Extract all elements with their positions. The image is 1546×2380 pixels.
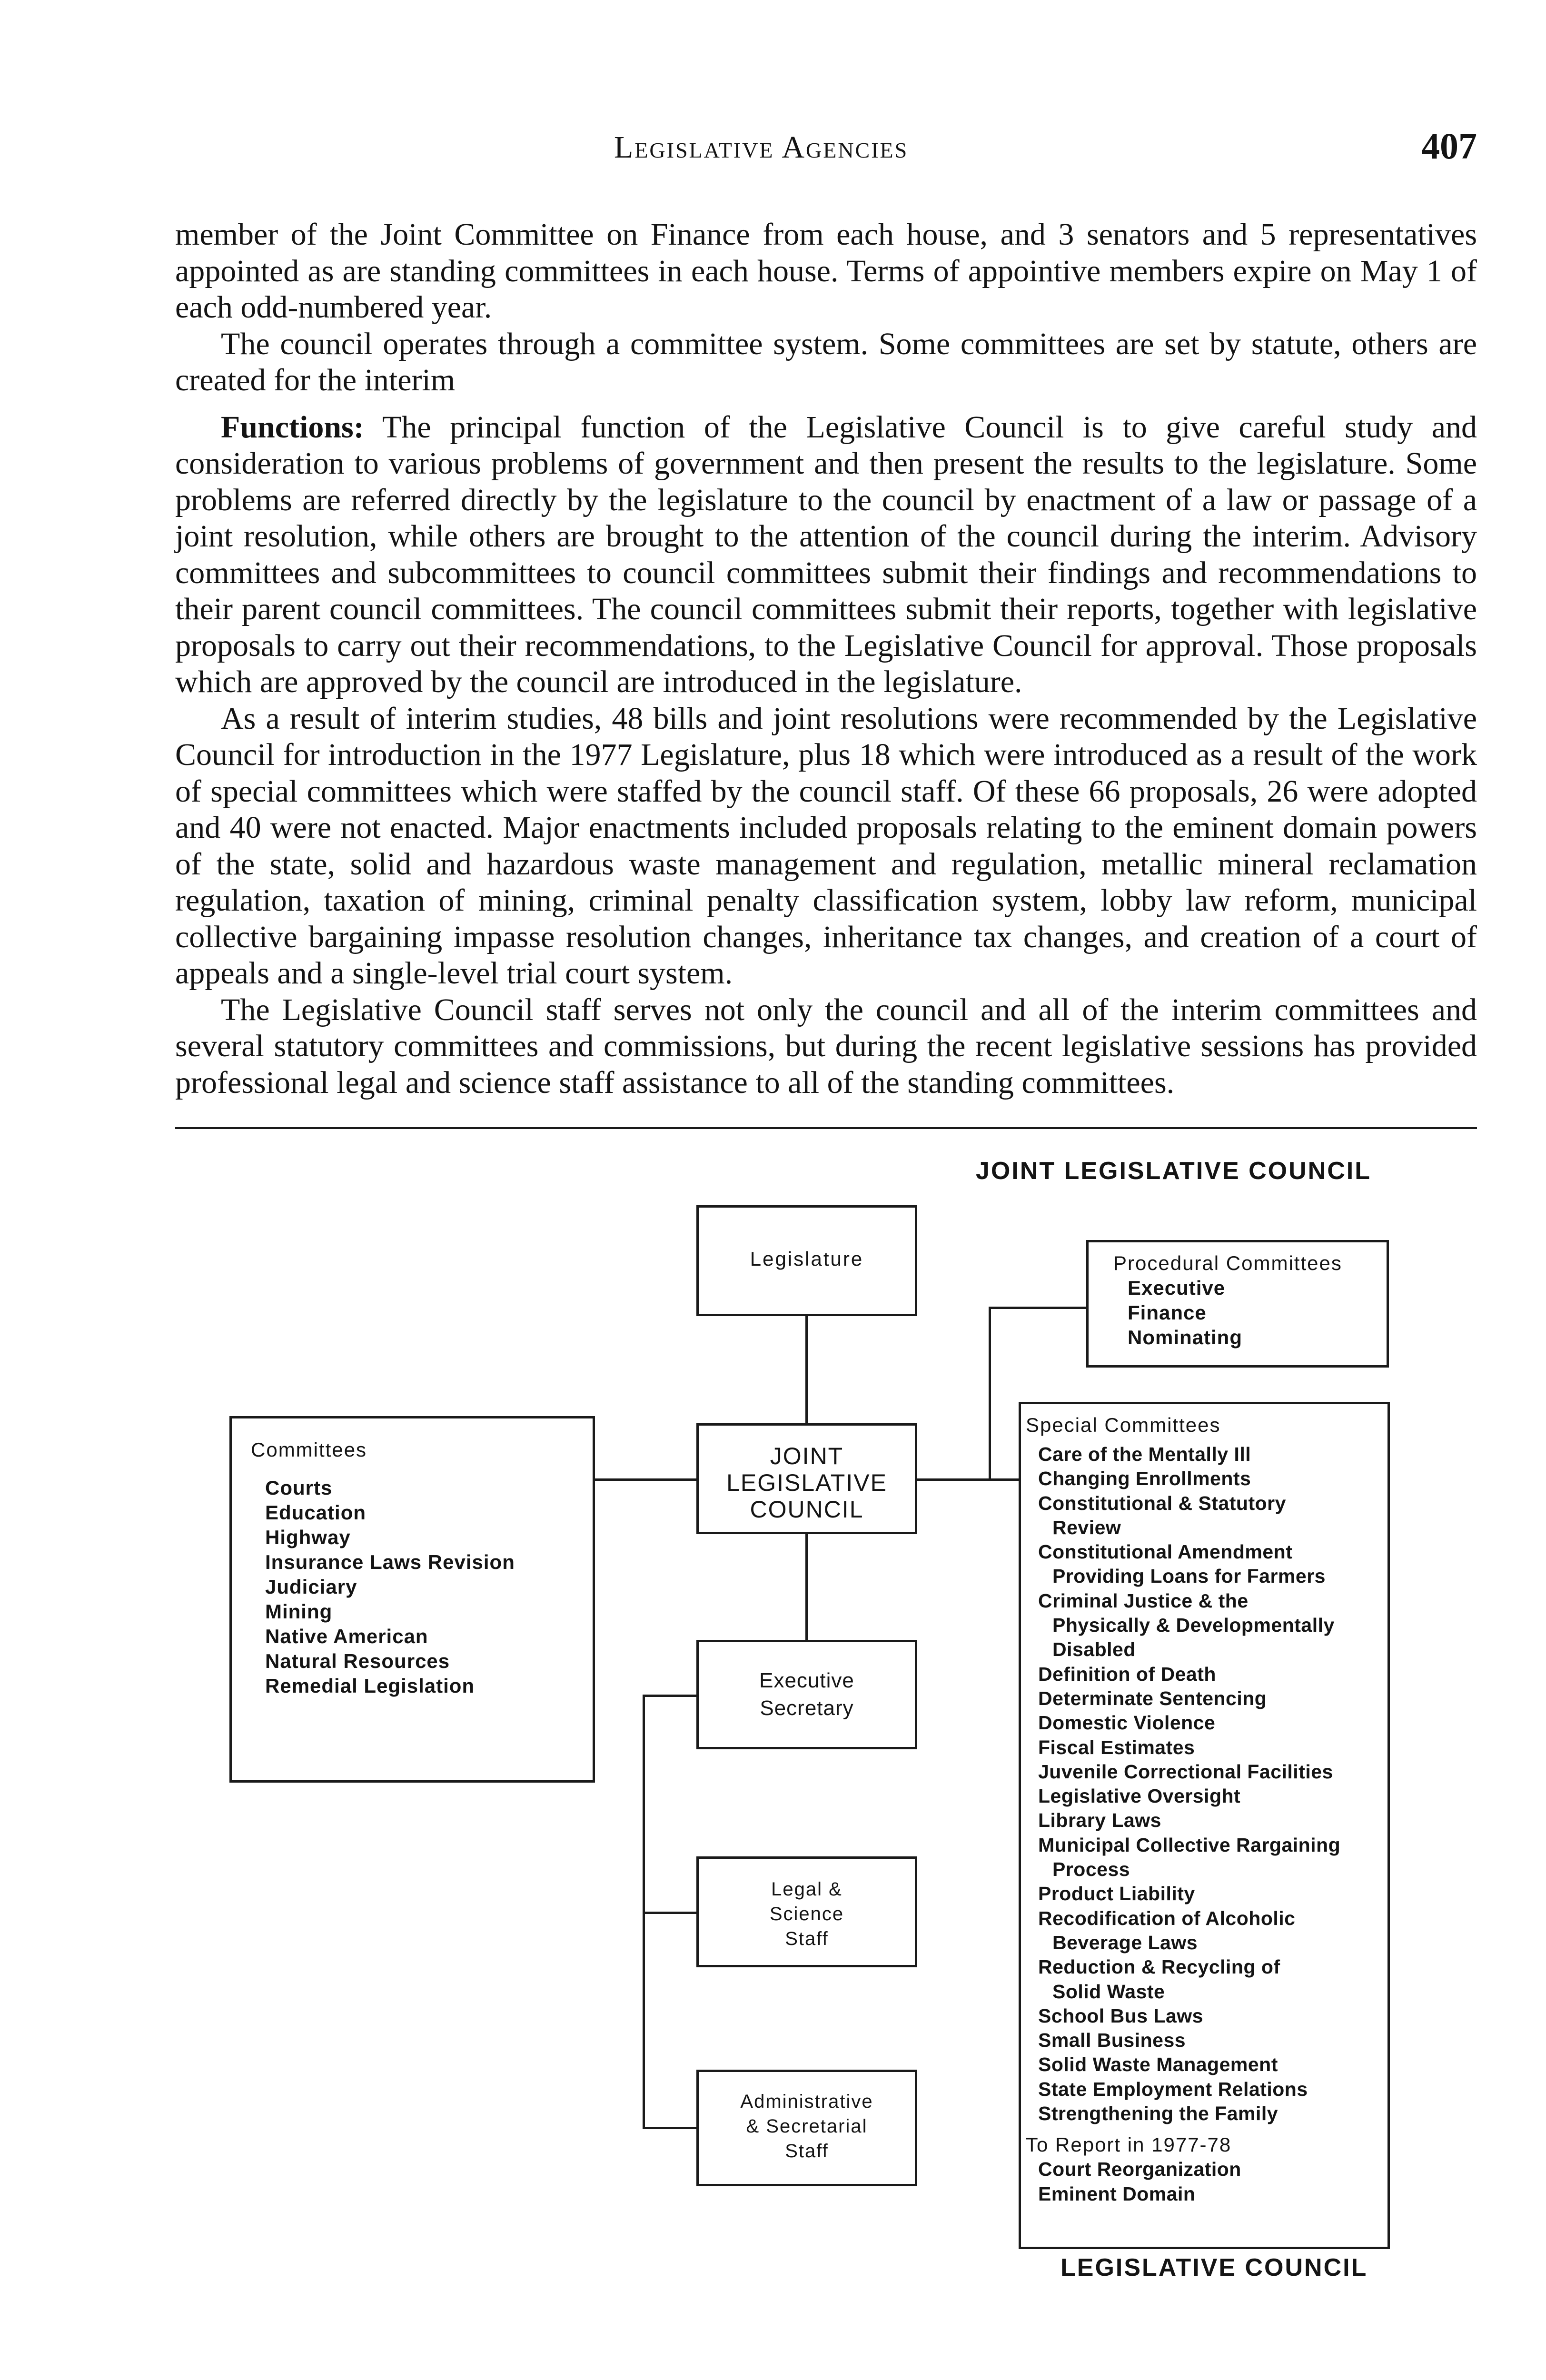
item-line: Domestic Violence <box>1038 1712 1216 1734</box>
running-head: Legislative Agencies <box>614 130 909 165</box>
list-item <box>1038 2053 1387 2077</box>
list-item: Courts <box>265 1477 333 1499</box>
list-item <box>1038 1540 1387 1589</box>
list-item <box>1038 1760 1387 1784</box>
item-line: Fiscal Estimates <box>1038 1736 1195 1758</box>
list-item <box>1038 2028 1387 2053</box>
special-heading: Special Committees <box>1026 1414 1221 1436</box>
chart-title: JOINT LEGISLATIVE COUNCIL <box>976 1157 1371 1185</box>
committees-heading: Committees <box>251 1438 367 1461</box>
report-list <box>1038 2157 1387 2206</box>
list-item <box>1038 1955 1387 2004</box>
item-line: Constitutional Amendment <box>1038 1541 1293 1563</box>
paragraph-5: The Legislative Council staff serves not only the council and all of the interim committees and several statutory committees and commissions, but during the recent legislative sessions has provided professional legal and science staff assistance to all of the standing committees. <box>175 992 1477 1100</box>
administrative-staff-box <box>696 2070 917 2186</box>
list-item <box>1038 1711 1387 1735</box>
exec-line-1: Executive <box>759 1669 854 1692</box>
section-divider <box>175 1127 1477 1129</box>
connector-jlc-special <box>916 1478 990 1481</box>
list-item: Mining <box>265 1600 333 1623</box>
item-continuation: Physically & Developmentally <box>1052 1614 1335 1636</box>
item-line: Care of the Mentally Ill <box>1038 1443 1251 1465</box>
page-number: 407 <box>1421 125 1477 167</box>
list-item <box>1038 1686 1387 1711</box>
item-continuation: Solid Waste <box>1052 1980 1165 2003</box>
legislature-label: Legislature <box>750 1248 864 1270</box>
legal-line-1: Legal & <box>771 1879 842 1900</box>
functions-label: Functions: <box>221 409 364 445</box>
item-line: Library Laws <box>1038 1809 1161 1832</box>
special-committees-box <box>1019 1402 1390 2249</box>
list-item <box>1038 1906 1387 1955</box>
connector-jlc-exec <box>805 1533 808 1641</box>
paragraph-2: The council operates through a committee system. Some committees are set by statute, others are created for the interim <box>175 326 1477 397</box>
item-line: Product Liability <box>1038 1883 1195 1905</box>
item-line: Constitutional & Statutory <box>1038 1492 1286 1514</box>
item-line: Solid Waste Management <box>1038 2053 1278 2076</box>
list-item <box>1038 2004 1387 2028</box>
list-item <box>1038 1833 1387 1882</box>
item-line: Legislative Oversight <box>1038 1785 1241 1807</box>
admin-line-1: Administrative <box>740 2091 873 2112</box>
connector-committees-jlc <box>594 1478 697 1481</box>
item-line: Juvenile Correctional Facilities <box>1038 1760 1333 1783</box>
item-line: Recodification of Alcoholic <box>1038 1907 1296 1929</box>
list-item <box>1038 1662 1387 1686</box>
legal-line-3: Staff <box>785 1928 829 1949</box>
chart-footer: LEGISLATIVE COUNCIL <box>1060 2254 1368 2281</box>
jlc-line-3: COUNCIL <box>750 1496 864 1523</box>
jlc-line-2: LEGISLATIVE <box>726 1469 887 1496</box>
list-item: Executive <box>1128 1277 1226 1299</box>
connector-to-admin <box>643 2127 697 2129</box>
connector-staff-trunk <box>643 1695 645 2128</box>
item-continuation: Disabled <box>1052 1638 1136 1661</box>
item-line: Strengthening the Family <box>1038 2102 1278 2125</box>
list-item <box>1038 1882 1387 1906</box>
list-item: Highway <box>265 1526 351 1548</box>
paragraph-4: As a result of interim studies, 48 bills and joint resolutions were recommended by the Legislative Council for introduction in the 1977 Legislature, plus 18 which were introduced as a result of the work of special committees which were staffed by the council staff. Of these 66 proposals, 26 were adopted and 40 were not enacted. Major enactments included proposals relating to the eminent domain powers of the state, solid and hazardous waste management and regulation, metallic mineral reclamation regulation, taxation of mining, criminal penalty classification system, lobby law reform, municipal collective bargaining impasse resolution changes, inheritance tax changes, and creation of a court of appeals and a single-level trial court system. <box>175 701 1477 991</box>
item-continuation: Review <box>1052 1516 1121 1538</box>
body-text <box>175 217 1477 1101</box>
admin-line-2: & Secretarial <box>746 2116 868 2137</box>
item-line: Changing Enrollments <box>1038 1468 1251 1490</box>
legal-line-2: Science <box>769 1904 844 1924</box>
connector-branch-right <box>989 1307 991 1481</box>
list-item: Court Reorganization <box>1038 2158 1241 2181</box>
procedural-heading: Procedural Committees <box>1113 1252 1342 1274</box>
paragraph-1: member of the Joint Committee on Finance from each house, and 3 senators and 5 representatives appointed as are standing committees in each house. Terms of appointive members expire on May 1 of each odd-numbered year. <box>175 217 1477 325</box>
list-item: Judiciary <box>265 1576 357 1598</box>
list-item <box>1038 1808 1387 1833</box>
committees-box <box>229 1416 595 1783</box>
list-item: Finance <box>1128 1301 1207 1324</box>
procedural-list <box>1128 1276 1387 1350</box>
joint-legislative-council-box <box>696 1423 917 1534</box>
list-item <box>1038 2102 1387 2126</box>
admin-line-3: Staff <box>785 2141 829 2162</box>
item-line: Definition of Death <box>1038 1663 1216 1685</box>
committees-list <box>265 1476 593 1698</box>
legislature-box <box>696 1205 917 1316</box>
item-line: Criminal Justice & the <box>1038 1589 1249 1612</box>
item-line: Small Business <box>1038 2029 1186 2052</box>
item-line: Determinate Sentencing <box>1038 1687 1267 1709</box>
list-item: Remedial Legislation <box>265 1675 475 1697</box>
special-committees-list <box>1038 1442 1387 2126</box>
connector-to-procedural <box>989 1307 1087 1309</box>
list-item <box>1038 1589 1387 1662</box>
list-item <box>1038 1784 1387 1808</box>
list-item: Education <box>265 1501 367 1524</box>
item-line: School Bus Laws <box>1038 2004 1203 2027</box>
legal-science-staff-box <box>696 1856 917 1967</box>
list-item: Eminent Domain <box>1038 2182 1196 2205</box>
procedural-committees-box <box>1086 1240 1389 1368</box>
item-line: Reduction & Recycling of <box>1038 1956 1280 1978</box>
paragraph-functions <box>175 409 1477 701</box>
list-item: Insurance Laws Revision <box>265 1551 515 1573</box>
item-continuation: Beverage Laws <box>1052 1931 1198 1954</box>
item-continuation: Providing Loans for Farmers <box>1052 1565 1326 1587</box>
list-item <box>1038 1735 1387 1760</box>
list-item: Native American <box>265 1625 428 1647</box>
list-item <box>1038 1442 1387 1467</box>
connector-to-special <box>989 1478 1020 1481</box>
item-continuation: Process <box>1052 1858 1130 1881</box>
jlc-line-1: JOINT <box>770 1443 844 1469</box>
page-header <box>0 125 1546 177</box>
executive-secretary-box <box>696 1640 917 1749</box>
connector-to-legal <box>643 1912 697 1914</box>
list-item: Nominating <box>1128 1326 1242 1349</box>
item-line: State Employment Relations <box>1038 2078 1308 2100</box>
functions-text: The principal function of the Legislative Council is to give careful study and consideration to various problems of government and then present the results to the legislature. Some problems are referred directly by the legislature to the council by enactment of a law or passage of a joint resolution, while others are brought to the attention of the council during the interim. Advisory committees and subcommittees to council committees submit their findings and recommendations to their parent council committees. The council committees submit their reports, together with legislative proposals to carry out their recommendations, to the Legislative Council for approval. Those proposals which are approved by the council are introduced in the legislature. <box>175 409 1477 699</box>
exec-line-2: Secretary <box>760 1696 854 1720</box>
list-item <box>1038 1467 1387 1491</box>
connector-legislature-jlc <box>805 1315 808 1425</box>
report-heading: To Report in 1977-78 <box>1026 2133 1232 2156</box>
list-item <box>1038 2077 1387 2102</box>
list-item <box>1038 1491 1387 1540</box>
connector-to-exec <box>643 1695 697 1697</box>
list-item: Natural Resources <box>265 1650 450 1672</box>
item-line: Municipal Collective Rargaining <box>1038 1834 1341 1856</box>
